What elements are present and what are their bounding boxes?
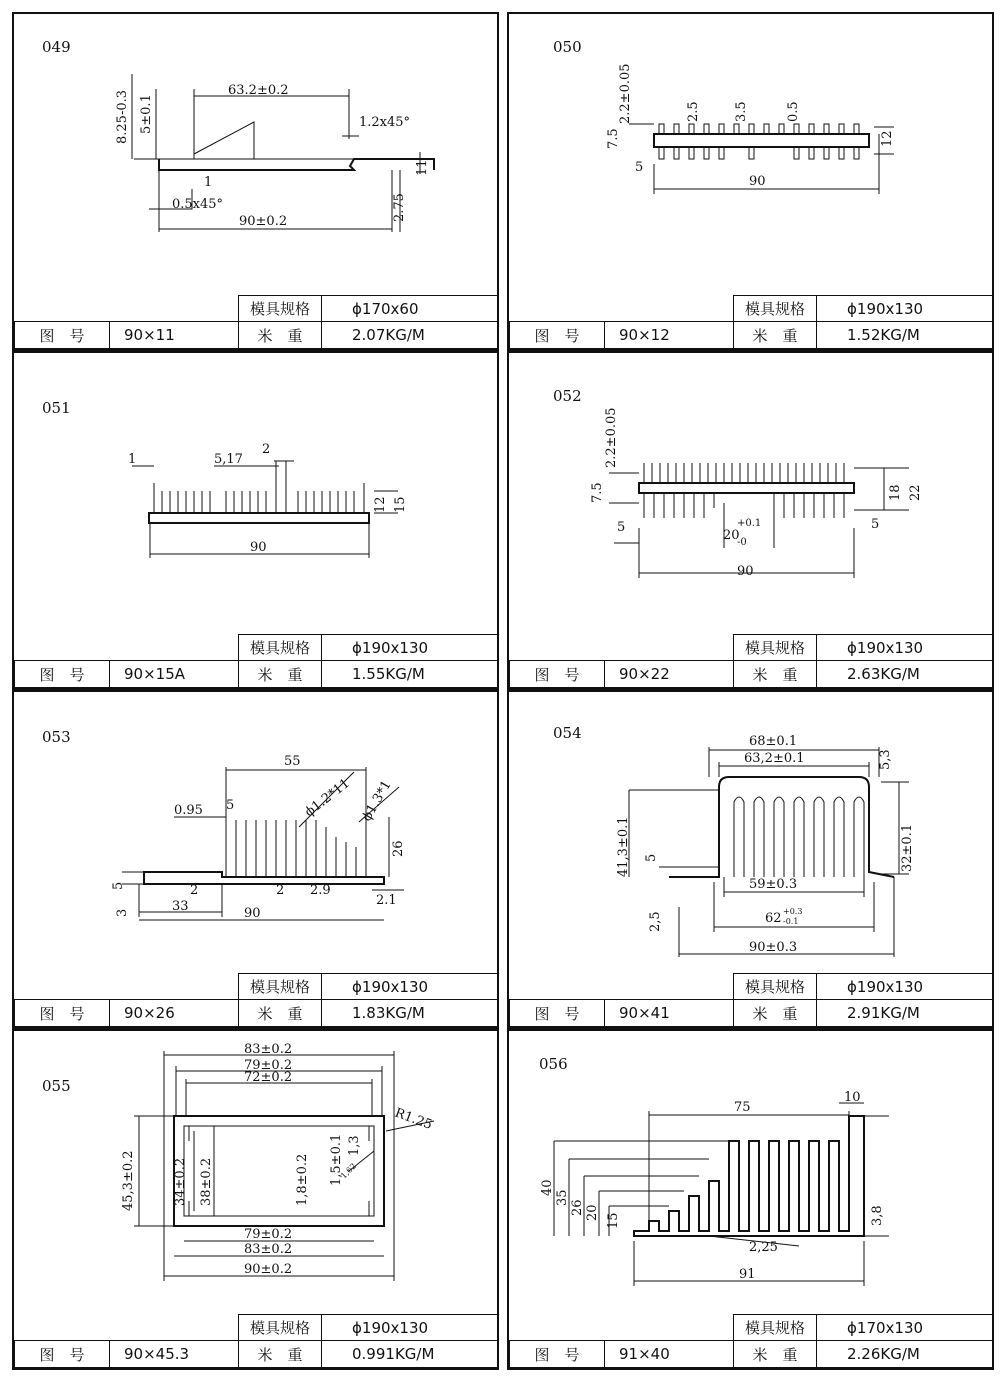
spec-table bbox=[14, 295, 497, 349]
mold-label: 模具规格 bbox=[238, 1314, 322, 1341]
mold-label: 模具规格 bbox=[733, 1314, 817, 1341]
dim-gap: 2 bbox=[276, 883, 285, 898]
dim-height: 26 bbox=[391, 840, 406, 857]
dim-height: 41,3±0.1 bbox=[616, 816, 631, 877]
dim-lip-b: 1,3 bbox=[347, 1135, 362, 1156]
dim-height-a: 40 bbox=[540, 1179, 555, 1196]
dim-tol-minus: -0.1 bbox=[783, 917, 799, 926]
dim-height-b: 15 bbox=[393, 496, 408, 513]
dim-fin-a: 2.5 bbox=[686, 101, 701, 122]
dim-fin: 2 bbox=[262, 442, 271, 457]
dim-radius-a: ϕ1.2*11 bbox=[302, 775, 353, 821]
panel-number: 054 bbox=[553, 724, 582, 742]
dim-outer-width: 68±0.1 bbox=[749, 734, 798, 749]
dim-length: 90±0.2 bbox=[244, 1262, 293, 1277]
dim-height-e: 15 bbox=[606, 1212, 621, 1229]
dim-base-inner: 79±0.2 bbox=[244, 1227, 293, 1242]
dim-flange: 5 bbox=[644, 853, 659, 862]
dim-step: 5 bbox=[111, 881, 126, 890]
dim-lip: 1,5±0.1 bbox=[329, 1133, 344, 1186]
figure-label: 图 号 bbox=[14, 321, 110, 349]
dim-angle: 1,62 bbox=[339, 1161, 359, 1181]
profile-drawing bbox=[14, 14, 501, 299]
dim-tol-plus: +0.3 bbox=[783, 907, 803, 916]
panel-052 bbox=[507, 351, 994, 690]
panel-number: 051 bbox=[42, 399, 71, 417]
dim-height-a: 7.5 bbox=[606, 128, 621, 149]
spec-table bbox=[14, 1314, 497, 1368]
weight-value: 1.55KG/M bbox=[321, 660, 499, 688]
dim-height-c: 26 bbox=[570, 1199, 585, 1216]
dim-mid: 79±0.2 bbox=[244, 1058, 293, 1073]
dim-height-a: 8.25-0.3 bbox=[115, 89, 130, 144]
dim-length: 90 bbox=[244, 906, 261, 921]
figure-value: 90×45.3 bbox=[109, 1340, 239, 1368]
dim-thickness: 2.2±0.05 bbox=[618, 63, 633, 124]
weight-label: 米 重 bbox=[238, 1340, 322, 1368]
profile-drawing bbox=[509, 353, 996, 638]
dim-offset: 33 bbox=[172, 899, 189, 914]
panel-number: 053 bbox=[42, 728, 71, 746]
figure-value: 90×12 bbox=[604, 321, 734, 349]
dim-slot: 20 bbox=[723, 528, 740, 543]
weight-value: 0.991KG/M bbox=[321, 1340, 499, 1368]
dim-fin-c: 0.5 bbox=[786, 101, 801, 122]
panel-055 bbox=[12, 1029, 499, 1370]
dim-outer: 83±0.2 bbox=[244, 1042, 293, 1057]
dim-height-b: 35 bbox=[555, 1189, 570, 1206]
weight-value: 2.07KG/M bbox=[321, 321, 499, 349]
mold-label: 模具规格 bbox=[238, 295, 322, 322]
dim-radius-b: ϕ1.3*1 bbox=[359, 778, 395, 824]
mold-label: 模具规格 bbox=[238, 634, 322, 661]
figure-label: 图 号 bbox=[14, 1340, 110, 1368]
dim-width: 63.2±0.2 bbox=[228, 83, 289, 98]
dim-small-chamfer: 0.5x45° bbox=[172, 197, 224, 212]
panel-056 bbox=[507, 1029, 994, 1370]
figure-value: 90×15A bbox=[109, 660, 239, 688]
dim-height-b: 5 bbox=[635, 160, 644, 175]
weight-label: 米 重 bbox=[733, 321, 817, 349]
mold-label: 模具规格 bbox=[733, 634, 817, 661]
dim-height-d: 20 bbox=[585, 1204, 600, 1221]
panel-number: 052 bbox=[553, 387, 582, 405]
profile-drawing bbox=[14, 353, 501, 638]
dim-base-mid: 62 bbox=[765, 911, 782, 926]
dim-fin-width: 5 bbox=[226, 798, 235, 813]
dim-radius: R1.25 bbox=[392, 1105, 435, 1134]
dim-inner-width: 63,2±0.1 bbox=[744, 751, 805, 766]
dim-tol-minus: -0 bbox=[737, 537, 747, 548]
figure-label: 图 号 bbox=[14, 999, 110, 1027]
dim-height-a: 12 bbox=[373, 496, 388, 513]
panel-number: 055 bbox=[42, 1077, 71, 1095]
dim-spacing: 5,17 bbox=[214, 452, 243, 467]
panel-050 bbox=[507, 12, 994, 351]
weight-value: 2.26KG/M bbox=[816, 1340, 994, 1368]
dim-span: 75 bbox=[734, 1100, 751, 1115]
dim-inner-height: 32±0.1 bbox=[900, 823, 915, 872]
dim-height-c: 11 bbox=[415, 159, 430, 176]
dim-base-mid: 83±0.2 bbox=[244, 1242, 293, 1257]
dim-height-d: 22 bbox=[908, 484, 923, 501]
mold-value: ϕ170x60 bbox=[321, 295, 499, 322]
dim-height-c: 18 bbox=[888, 484, 903, 501]
figure-label: 图 号 bbox=[509, 1340, 605, 1368]
figure-label: 图 号 bbox=[509, 321, 605, 349]
weight-value: 2.91KG/M bbox=[816, 999, 994, 1027]
weight-value: 1.52KG/M bbox=[816, 321, 994, 349]
dim-height-c: 12 bbox=[880, 130, 895, 147]
figure-value: 91×40 bbox=[604, 1340, 734, 1368]
dim-length: 90 bbox=[737, 564, 754, 579]
dim-base: 3 bbox=[115, 908, 130, 917]
mold-value: ϕ190x130 bbox=[816, 634, 994, 661]
figure-label: 图 号 bbox=[509, 660, 605, 688]
panel-number: 049 bbox=[42, 38, 71, 56]
weight-value: 1.83KG/M bbox=[321, 999, 499, 1027]
dim-length: 90 bbox=[250, 540, 267, 555]
dim-fin-b: 3.5 bbox=[734, 101, 749, 122]
dim-base-thick: 2,5 bbox=[648, 911, 663, 932]
weight-label: 米 重 bbox=[238, 660, 322, 688]
figure-label: 图 号 bbox=[14, 660, 110, 688]
dim-inner: 72±0.2 bbox=[244, 1070, 293, 1085]
dim-edge: 5 bbox=[871, 517, 880, 532]
mold-value: ϕ190x130 bbox=[321, 1314, 499, 1341]
dim-height-b: 5±0.1 bbox=[139, 94, 154, 134]
dim-gap: 1 bbox=[204, 175, 213, 190]
dim-end: 10 bbox=[844, 1090, 861, 1105]
dim-length: 90 bbox=[749, 174, 766, 189]
dim-tol-plus: +0.1 bbox=[737, 518, 762, 529]
dim-base: 2.75 bbox=[392, 193, 407, 222]
mold-label: 模具规格 bbox=[733, 295, 817, 322]
weight-label: 米 重 bbox=[733, 1340, 817, 1368]
mold-value: ϕ190x130 bbox=[816, 973, 994, 1000]
dim-fin: 2,25 bbox=[749, 1240, 778, 1255]
panel-054 bbox=[507, 690, 994, 1029]
dim-height-b: 5 bbox=[617, 520, 626, 535]
dim-end: 2.1 bbox=[376, 893, 397, 908]
dim-base-inner: 59±0.3 bbox=[749, 877, 798, 892]
dim-length: 90±0.2 bbox=[239, 214, 288, 229]
figure-label: 图 号 bbox=[509, 999, 605, 1027]
profile-drawing bbox=[14, 692, 501, 977]
dim-pitch: 2.9 bbox=[310, 883, 331, 898]
figure-value: 90×41 bbox=[604, 999, 734, 1027]
spec-table bbox=[509, 1314, 992, 1368]
dim-inner-h-a: 34±0.2 bbox=[173, 1157, 188, 1206]
spec-table bbox=[509, 973, 992, 1027]
mold-value: ϕ190x130 bbox=[816, 295, 994, 322]
dim-length: 91 bbox=[739, 1267, 756, 1282]
dim-chamfer: 1.2x45° bbox=[359, 115, 411, 130]
spec-table bbox=[14, 634, 497, 688]
mold-value: ϕ170x130 bbox=[816, 1314, 994, 1341]
figure-value: 90×26 bbox=[109, 999, 239, 1027]
dim-height-a: 7.5 bbox=[590, 482, 605, 503]
panel-051 bbox=[12, 351, 499, 690]
dim-top: 5,3 bbox=[878, 749, 893, 770]
dim-base: 3,8 bbox=[870, 1205, 885, 1226]
mold-value: ϕ190x130 bbox=[321, 634, 499, 661]
panel-049 bbox=[12, 12, 499, 351]
weight-label: 米 重 bbox=[238, 999, 322, 1027]
mold-label: 模具规格 bbox=[733, 973, 817, 1000]
spec-table bbox=[509, 634, 992, 688]
profile-drawing bbox=[14, 1031, 501, 1318]
dim-step-b: 2 bbox=[190, 883, 199, 898]
mold-value: ϕ190x130 bbox=[321, 973, 499, 1000]
profile-drawing bbox=[509, 1031, 996, 1318]
panel-053 bbox=[12, 690, 499, 1029]
weight-label: 米 重 bbox=[733, 999, 817, 1027]
dim-fin-span: 55 bbox=[284, 754, 301, 769]
dim-tip: 0.95 bbox=[174, 803, 203, 818]
dim-inner-h-b: 38±0.2 bbox=[199, 1157, 214, 1206]
figure-value: 90×22 bbox=[604, 660, 734, 688]
dim-length: 90±0.3 bbox=[749, 940, 798, 955]
dim-thickness: 2.2±0.05 bbox=[604, 407, 619, 468]
weight-label: 米 重 bbox=[238, 321, 322, 349]
profile-drawing bbox=[509, 692, 996, 977]
panel-number: 056 bbox=[539, 1055, 568, 1073]
weight-value: 2.63KG/M bbox=[816, 660, 994, 688]
figure-value: 90×11 bbox=[109, 321, 239, 349]
spec-table bbox=[509, 295, 992, 349]
dim-wall: 1,8±0.2 bbox=[295, 1153, 310, 1206]
weight-label: 米 重 bbox=[733, 660, 817, 688]
mold-label: 模具规格 bbox=[238, 973, 322, 1000]
dim-height: 45,3±0.2 bbox=[121, 1150, 136, 1211]
panel-number: 050 bbox=[553, 38, 582, 56]
spec-table bbox=[14, 973, 497, 1027]
dim-edge: 1 bbox=[128, 452, 137, 467]
profile-drawing bbox=[509, 14, 996, 299]
